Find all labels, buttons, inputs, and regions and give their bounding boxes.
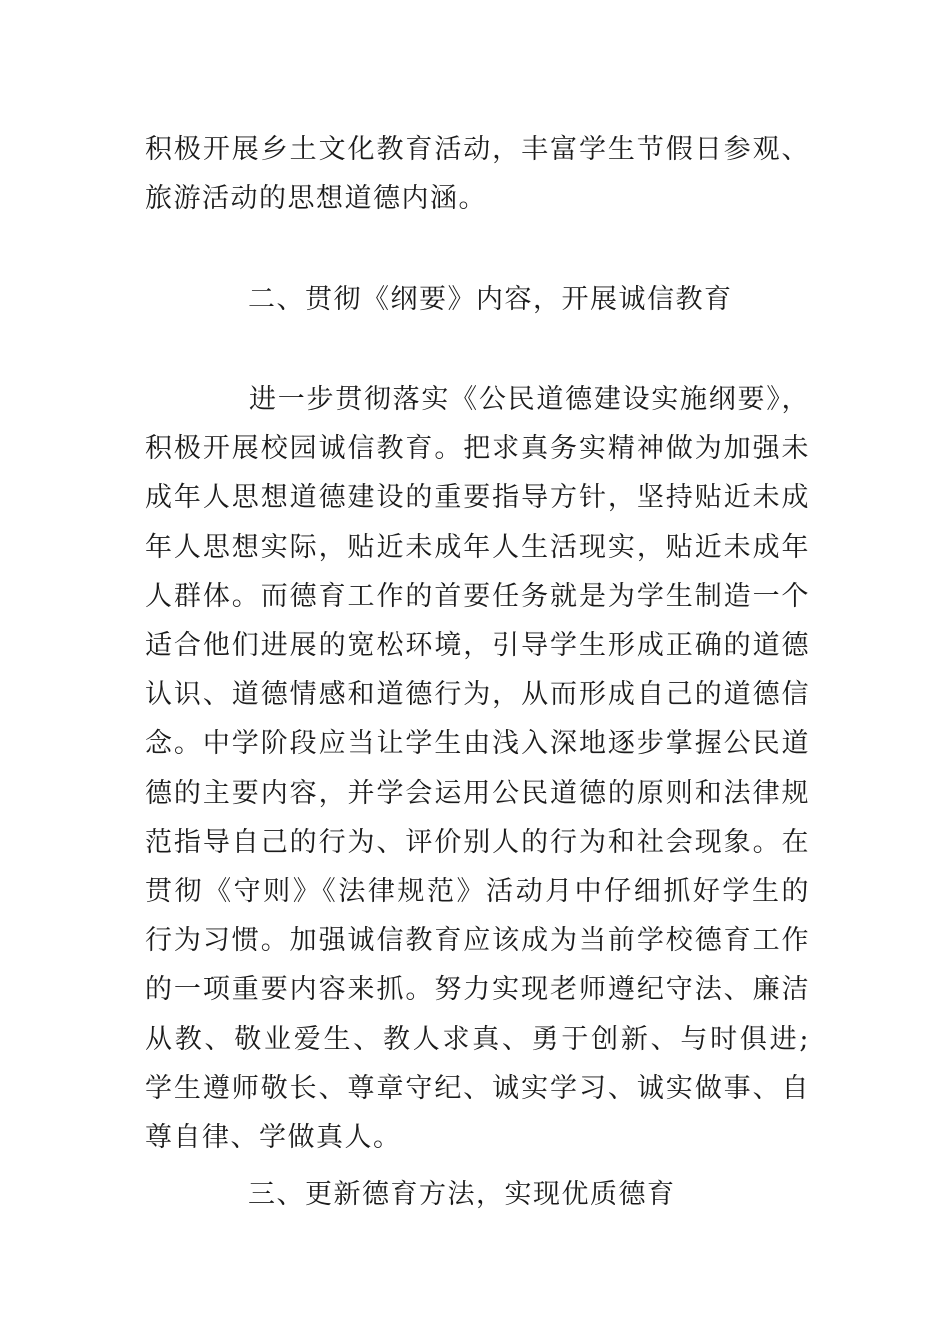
section-two-paragraph: 进一步贯彻落实《公民道德建设实施纲要》，积极开展校园诚信教育。把求真务实精神做为加强未成年人思想道德建设的重要指导方针，坚持贴近未成年人思想实际，贴近未成年人生活现实，贴近未成年人群体。而德育工作的首要任务就是为学生制造一个适合他们进展的宽松环境，引导学生形成正确的道德认识、道德情感和道德行为，从而形成自己的道德信念。中学阶段应当让学生由浅入深地逐步掌握公民道德的主要内容，并学会运用公民道德的原则和法律规范指导自己的行为、评价别人的行为和社会现象。在贯彻《守则》《法律规范》活动月中仔细抓好学生的行为习惯。加强诚信教育应该成为当前学校德育工作的一项重要内容来抓。努力实现老师遵纪守法、廉洁从教、敬业爱生、教人求真、勇于创新、与时俱进;学生遵师敬长、尊章守纪、诚实学习、诚实做事、自尊自律、学做真人。 xyxy=(145,384,810,1154)
intro-paragraph: 积极开展乡土文化教育活动，丰富学生节假日参观、旅游活动的思想道德内涵。 xyxy=(145,134,810,215)
section-two-heading: 二、贯彻《纲要》内容，开展诚信教育 xyxy=(248,284,733,315)
section-three-heading: 三、更新德育方法，实现优质德育 xyxy=(248,1179,676,1210)
